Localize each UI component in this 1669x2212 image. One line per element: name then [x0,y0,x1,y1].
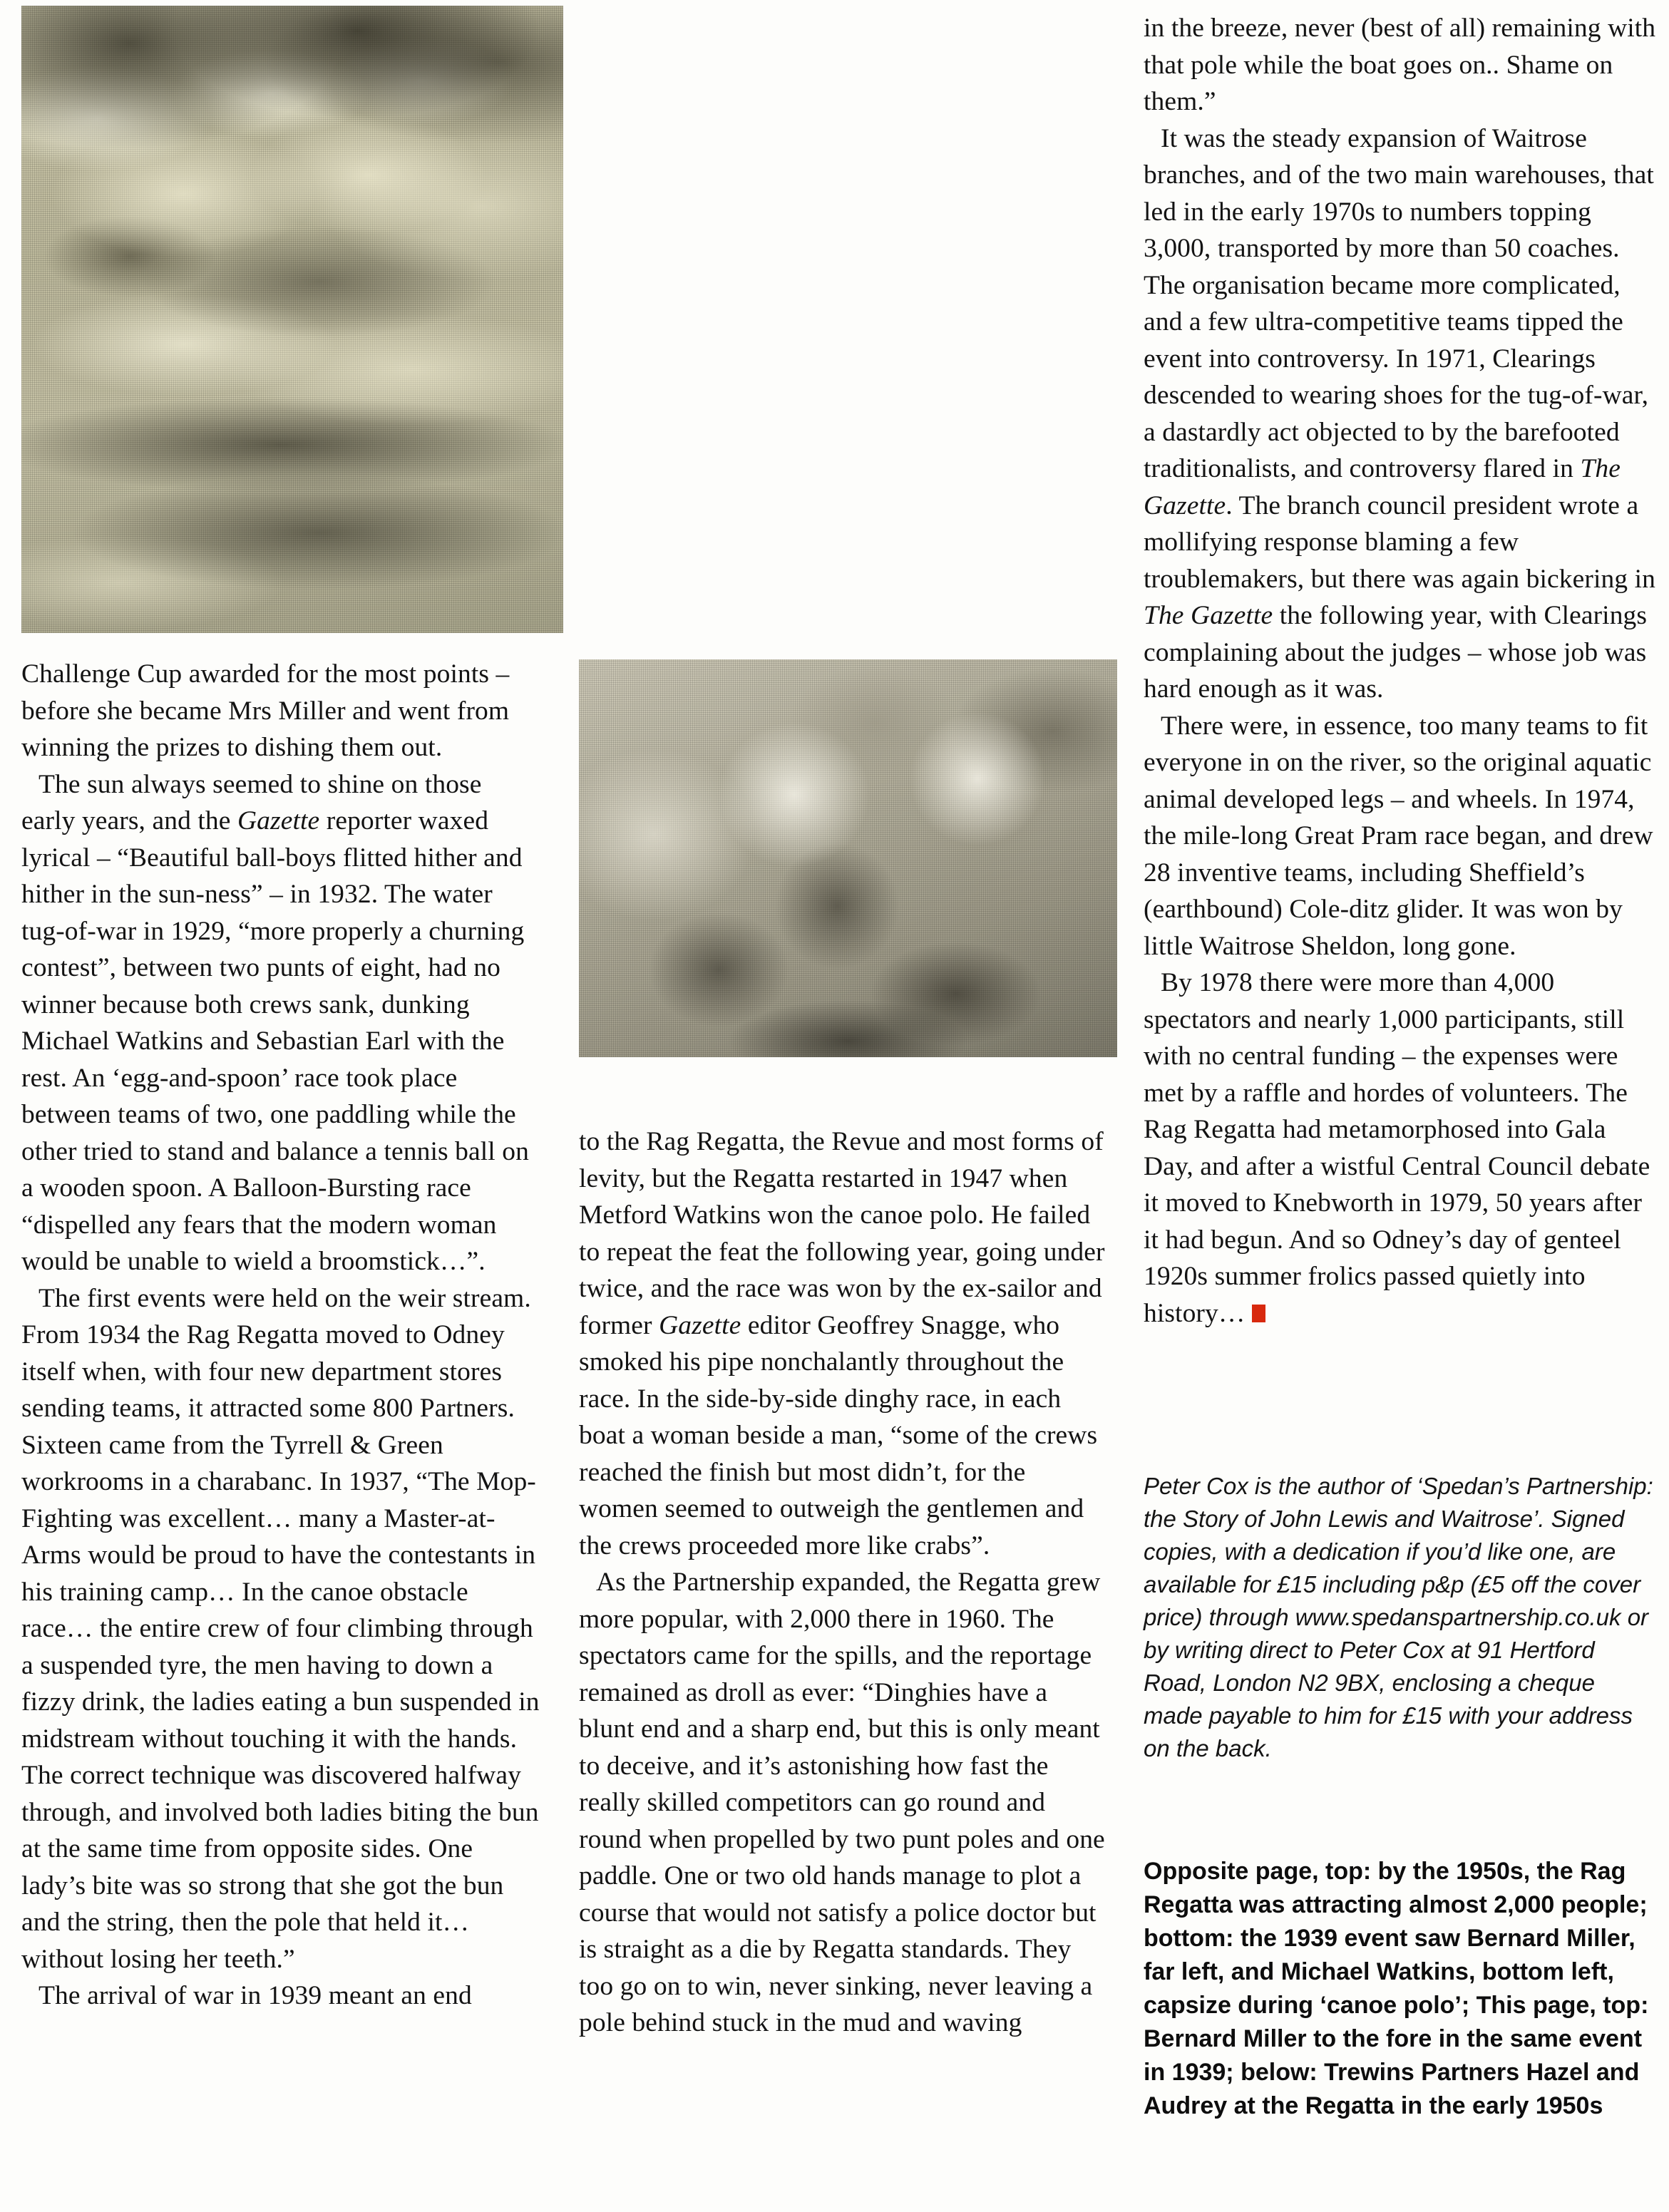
photo-captions: Opposite page, top: by the 1950s, the Rag Regatta was attracting almost 2,000 people; bottom: the 1939 event saw Bernard Miller, far left, and Michael Watkins, bottom left, capsize during ‘canoe polo’; This page, top: Bernard Miller to the fore in the same event in 1939; below: Trewins Partners Hazel and Audrey at the Regatta in the early 1950s [1144,1858,1649,2119]
column-one-body [21,656,542,2015]
paragraph: The arrival of war in 1939 meant an end [38,1981,472,2010]
column-three-body [1144,10,1657,1332]
paragraph: Challenge Cup awarded for the most points – before she became Mrs Miller and went from winning the prizes to dishing them out. [21,659,510,762]
final-paragraph-text: By 1978 there were more than 4,000 spectators and nearly 1,000 participants, still with no central funding – the expenses were met by a raffle and hordes of volunteers. The Rag Regatta had metamorphosed into Gala Day, and after a wistful Central Council debate it moved to Knebworth in 1979, 50 years after it had begun. And so Odney’s day of genteel 1920s summer frolics passed quietly into history… [1144,968,1650,1328]
column-one [21,0,542,2212]
paragraph: The first events were held on the weir stream. From 1934 the Rag Regatta moved to Odney itself when, with four new department stores sending teams, it attracted some 800 Partners. Sixteen came from the Tyrrell & Green workrooms in a charabanc. In 1937, “The Mop-Fighting was excellent… many a Master-at-Arms would be proud to have the contestants in his training camp… In the canoe obstacle race… the entire crew of four climbing through a suspended tyre, the men having to down a fizzy drink, the ladies eating a bun suspended in midstream without touching it with the hands. The correct technique was discovered halfway through, and involved both ladies biting the bun at the same time from opposite sides. One lady’s bite was so strong that she got the bun and the string, then the pole that held it… without losing her teeth.” [21,1283,540,1974]
column-three [1144,0,1657,2212]
paragraph: in the breeze, never (best of all) remaining with that pole while the boat goes on.. Shame on them.” [1144,14,1656,116]
paragraph: There were, in essence, too many teams to fit everyone in on the river, so the original aquatic animal developed legs – and wheels. In 1974, the mile-long Great Pram race began, and drew 28 inventive teams, including Sheffield’s (earthbound) Cole-ditz glider. It was won by little Waitrose Sheldon, long gone. [1144,711,1653,961]
paragraph: to the Rag Regatta, the Revue and most forms of levity, but the Regatta restarted in 1947 when Metford Watkins won the canoe polo. He failed to repeat the feat the following year, going under twice, and the race was won by the ex-sailor and former Gazette editor Geoffrey Snagge, who smoked his pipe nonchalantly throughout the race. In the side-by-side dinghy race, in each boat a woman beside a man, “some of the crews reached the finish but most didn’t, for the women seemed to outweigh the gentlemen and the crews proceeded more like crabs”. [579,1127,1105,1560]
column-two [579,0,1106,2212]
end-of-article-marker [1252,1305,1265,1322]
paragraph-final [1144,964,1657,1332]
column-two-body [579,1123,1106,2042]
paragraph: It was the steady expansion of Waitrose branches, and of the two main warehouses, that led in the early 1970s to numbers topping 3,000, transported by more than 50 coaches. The organisation became more complicated, and a few ultra-competitive teams tipped the event into controversy. In 1971, Clearings descended to wearing shoes for the tug-of-war, a dastardly act objected to by the barefooted traditionalists, and controversy flared in The Gazette. The branch council president wrote a mollifying response blaming a few troublemakers, but there was again bickering in The Gazette the following year, with Clearings complaining about the judges – whose job was hard enough as it was. [1144,123,1656,704]
paragraph: The sun always seemed to shine on those early years, and the Gazette reporter waxed lyrical – “Beautiful ball-boys flitted hither and hither in the sun-ness” – in 1932. The water tug-of-war in 1929, “more properly a churning contest”, between two punts of eight, had no winner because both crews sank, dunking Michael Watkins and Sebastian Earl with the rest. An ‘egg-and-spoon’ race took place between teams of two, one paddling while the other tried to stand and balance a tennis ball on a wooden spoon. A Balloon-Bursting race “dispelled any fears that the modern woman would be unable to wield a broomstick…”. [21,769,529,1276]
author-bio: Peter Cox is the author of ‘Spedan’s Partnership: the Story of John Lewis and Waitrose’. Signed copies, with a dedication if you’d like one, are available for £15 including p&p (£5 off the cover price) through www.spedanspartnership.co.uk or by writing direct to Peter Cox at 91 Hertford Road, London N2 9BX, enclosing a cheque made payable to him for £15 with your address on the back. [1144,1473,1653,1761]
paragraph: As the Partnership expanded, the Regatta grew more popular, with 2,000 there in 1960. The spectators came for the spills, and the reportage remained as droll as ever: “Dinghies have a blunt end and a sharp end, but this is only meant to deceive, and it’s astonishing how fast the really skilled competitors can go round and round when propelled by two punt poles and one paddle. One or two old hands manage to plot a course that would not satisfy a police doctor but is straight as a die by Regatta standards. They too go on to win, never sinking, never leaving a pole behind stuck in the mud and waving [579,1568,1105,2037]
